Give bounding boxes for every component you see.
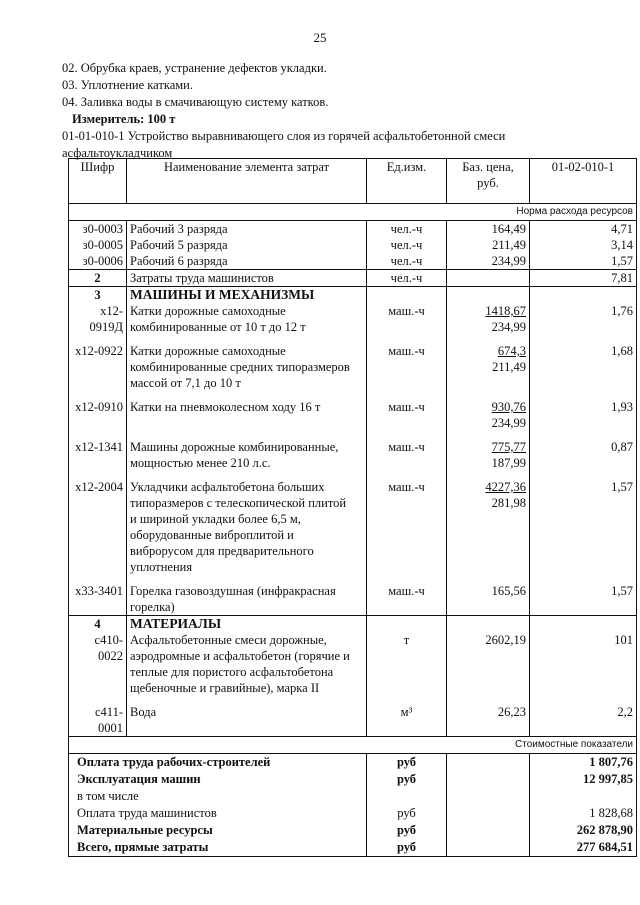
resource-norm: 1,57 bbox=[530, 479, 637, 575]
summary-label: Эксплуатация машин bbox=[69, 771, 367, 788]
machine-price: 165,56 bbox=[491, 584, 526, 598]
resource-code: с411-0001 bbox=[69, 704, 127, 737]
name-line: комбинированные от 10 т до 12 т bbox=[130, 320, 306, 334]
resource-code: з0-0003 bbox=[69, 221, 127, 238]
resource-unit: маш.-ч bbox=[367, 439, 447, 471]
row-spacer bbox=[69, 335, 637, 343]
row-spacer bbox=[69, 696, 637, 704]
empty-cell bbox=[447, 287, 530, 304]
summary-label: Оплата труда рабочих-строителей bbox=[69, 754, 367, 772]
resource-name bbox=[127, 632, 367, 696]
operators-unit: чел.-ч bbox=[367, 270, 447, 287]
resource-code: х12-0922 bbox=[69, 343, 127, 391]
resource-norm: 2,2 bbox=[530, 704, 637, 737]
summary-empty bbox=[447, 754, 530, 772]
resource-name bbox=[127, 399, 367, 431]
summary-row bbox=[69, 771, 637, 788]
name-line: Горелка газовоздушная (инфракрасная bbox=[130, 584, 336, 598]
machine-row bbox=[69, 343, 637, 391]
resource-unit: маш.-ч bbox=[367, 303, 447, 335]
norm-title: 01-01-010-1 Устройство выравнивающего слоя из горячей асфальтобетонной смеси bbox=[62, 129, 506, 143]
resource-price: 164,49 bbox=[447, 221, 530, 238]
spacer-cell bbox=[367, 696, 447, 704]
intro-step: 03. Уплотнение катками. bbox=[62, 78, 193, 92]
spacer-cell bbox=[69, 696, 127, 704]
operator-wage: 281,98 bbox=[491, 496, 526, 510]
resource-code: з0-0006 bbox=[69, 253, 127, 270]
spacer-cell bbox=[447, 471, 530, 479]
spacer-cell bbox=[530, 696, 637, 704]
name-line: оборудованные виброплитой и bbox=[130, 528, 294, 542]
name-line: Укладчики асфальтобетона больших bbox=[130, 480, 325, 494]
resource-code: х12-1341 bbox=[69, 439, 127, 471]
name-line: Асфальтобетонные смеси дорожные, bbox=[130, 633, 327, 647]
summary-value: 1 828,68 bbox=[530, 805, 637, 822]
spacer-cell bbox=[127, 335, 367, 343]
spacer-cell bbox=[530, 431, 637, 439]
name-line: массой от 7,1 до 10 т bbox=[130, 376, 241, 390]
spacer-cell bbox=[530, 391, 637, 399]
resource-price: 211,49 bbox=[447, 237, 530, 253]
resource-norm: 1,57 bbox=[530, 253, 637, 270]
operator-wage: 234,99 bbox=[491, 320, 526, 334]
summary-empty bbox=[447, 839, 530, 857]
norm-table bbox=[68, 158, 637, 857]
materials-section-row bbox=[69, 616, 637, 633]
spacer-cell bbox=[127, 431, 367, 439]
spacer-cell bbox=[367, 431, 447, 439]
resource-norm: 1,76 bbox=[530, 303, 637, 335]
machine-price: 1418,67 bbox=[485, 304, 526, 318]
resource-unit: маш.-ч bbox=[367, 479, 447, 575]
resource-price bbox=[447, 399, 530, 431]
resource-code: х12-0919Д bbox=[69, 303, 127, 335]
name-line: мощностью менее 210 л.с. bbox=[130, 456, 271, 470]
resource-code: х12-0910 bbox=[69, 399, 127, 431]
header-price: Баз. цена, руб. bbox=[447, 159, 530, 204]
summary-unit: руб bbox=[367, 754, 447, 772]
summary-row bbox=[69, 754, 637, 772]
resource-norm: 1,93 bbox=[530, 399, 637, 431]
row-spacer bbox=[69, 391, 637, 399]
spacer-cell bbox=[530, 335, 637, 343]
empty-cell bbox=[367, 287, 447, 304]
section-title: МАШИНЫ И МЕХАНИЗМЫ bbox=[127, 287, 367, 304]
resource-name bbox=[127, 479, 367, 575]
summary-empty bbox=[447, 771, 530, 788]
machine-row bbox=[69, 399, 637, 431]
machine-price: 4227,36 bbox=[485, 480, 526, 494]
table-body bbox=[69, 221, 637, 857]
summary-value: 277 684,51 bbox=[530, 839, 637, 857]
table-row bbox=[69, 221, 637, 238]
summary-unit: руб bbox=[367, 771, 447, 788]
spacer-cell bbox=[447, 696, 530, 704]
spacer-cell bbox=[367, 391, 447, 399]
machine-price: 930,76 bbox=[491, 400, 526, 414]
table-row bbox=[69, 237, 637, 253]
norm-caption-row bbox=[69, 204, 637, 221]
summary-value: 1 807,76 bbox=[530, 754, 637, 772]
resource-code: с410-0022 bbox=[69, 632, 127, 696]
operators-norm: 7,81 bbox=[530, 270, 637, 287]
resource-name: Рабочий 3 разряда bbox=[127, 221, 367, 238]
resource-name bbox=[127, 583, 367, 616]
summary-empty bbox=[447, 788, 530, 805]
name-line: горелка) bbox=[130, 600, 175, 614]
name-line: типоразмеров с телескопической плитой bbox=[130, 496, 347, 510]
operator-wage: 234,99 bbox=[491, 416, 526, 430]
spacer-cell bbox=[367, 575, 447, 583]
name-line: Машины дорожные комбинированные, bbox=[130, 440, 339, 454]
header-unit: Ед.изм. bbox=[367, 159, 447, 204]
resource-unit: маш.-ч bbox=[367, 343, 447, 391]
summary-row bbox=[69, 805, 637, 822]
section-title: МАТЕРИАЛЫ bbox=[127, 616, 367, 633]
resource-name: Рабочий 5 разряда bbox=[127, 237, 367, 253]
resource-name bbox=[127, 343, 367, 391]
resource-price bbox=[447, 343, 530, 391]
meter-line: Измеритель: 100 т bbox=[72, 112, 176, 126]
resource-price: 26,23 bbox=[447, 704, 530, 737]
spacer-cell bbox=[69, 335, 127, 343]
intro-step: 04. Заливка воды в смачивающую систему катков. bbox=[62, 95, 329, 109]
resource-norm: 101 bbox=[530, 632, 637, 696]
resource-norm: 3,14 bbox=[530, 237, 637, 253]
machine-row bbox=[69, 479, 637, 575]
resource-price bbox=[447, 439, 530, 471]
operators-price bbox=[447, 270, 530, 287]
resource-price bbox=[447, 303, 530, 335]
resource-name bbox=[127, 439, 367, 471]
resource-norm: 4,71 bbox=[530, 221, 637, 238]
page-number: 25 bbox=[313, 30, 327, 45]
resource-code: з0-0005 bbox=[69, 237, 127, 253]
summary-row bbox=[69, 788, 637, 805]
resource-unit: маш.-ч bbox=[367, 399, 447, 431]
name-line: и шириной укладки более 6,5 м, bbox=[130, 512, 301, 526]
resource-code: х33-3401 bbox=[69, 583, 127, 616]
summary-label: Оплата труда машинистов bbox=[69, 805, 367, 822]
operators-name: Затраты труда машинистов bbox=[127, 270, 367, 287]
machine-row bbox=[69, 303, 637, 335]
summary-value: 12 997,85 bbox=[530, 771, 637, 788]
header-name: Наименование элемента затрат bbox=[127, 159, 367, 204]
norm-title-continued: асфальтоукладчиком bbox=[62, 146, 173, 160]
resource-norm: 1,68 bbox=[530, 343, 637, 391]
spacer-cell bbox=[127, 471, 367, 479]
spacer-cell bbox=[69, 391, 127, 399]
empty-cell bbox=[447, 616, 530, 633]
resource-unit: чел.-ч bbox=[367, 253, 447, 270]
resource-norm: 0,87 bbox=[530, 439, 637, 471]
machine-row bbox=[69, 583, 637, 616]
machine-price: 674,3 bbox=[497, 344, 526, 358]
name-line: аэродромные и асфальтобетон (горячие и bbox=[130, 649, 350, 663]
resource-unit: чел.-ч bbox=[367, 237, 447, 253]
spacer-cell bbox=[367, 335, 447, 343]
resource-unit: маш.-ч bbox=[367, 583, 447, 616]
resource-code: х12-2004 bbox=[69, 479, 127, 575]
empty-cell bbox=[367, 616, 447, 633]
operators-row bbox=[69, 270, 637, 287]
resource-unit: чел.-ч bbox=[367, 221, 447, 238]
resource-name bbox=[127, 303, 367, 335]
row-spacer bbox=[69, 431, 637, 439]
resource-unit: м³ bbox=[367, 704, 447, 737]
summary-value: 262 878,90 bbox=[530, 822, 637, 839]
spacer-cell bbox=[69, 575, 127, 583]
spacer-cell bbox=[127, 696, 367, 704]
summary-label: в том числе bbox=[69, 788, 367, 805]
spacer-cell bbox=[530, 471, 637, 479]
name-line: виброрусом для предварительного bbox=[130, 544, 314, 558]
material-row bbox=[69, 704, 637, 737]
spacer-cell bbox=[367, 471, 447, 479]
resource-unit: т bbox=[367, 632, 447, 696]
resource-norm: 1,57 bbox=[530, 583, 637, 616]
name-line: Катки дорожные самоходные bbox=[130, 344, 286, 358]
summary-empty bbox=[447, 805, 530, 822]
spacer-cell bbox=[447, 335, 530, 343]
summary-unit bbox=[367, 788, 447, 805]
spacer-cell bbox=[127, 575, 367, 583]
cost-caption-row bbox=[69, 737, 637, 754]
resource-price bbox=[447, 583, 530, 616]
machines-section-row bbox=[69, 287, 637, 304]
summary-empty bbox=[447, 822, 530, 839]
summary-value bbox=[530, 788, 637, 805]
intro-block bbox=[62, 60, 622, 162]
resource-price: 2602,19 bbox=[447, 632, 530, 696]
spacer-cell bbox=[69, 431, 127, 439]
name-line: комбинированные средних типоразмеров bbox=[130, 360, 350, 374]
spacer-cell bbox=[447, 431, 530, 439]
name-line: Катки дорожные самоходные bbox=[130, 304, 286, 318]
section-number: 3 bbox=[69, 287, 127, 304]
empty-cell bbox=[530, 287, 637, 304]
spacer-cell bbox=[530, 575, 637, 583]
material-row bbox=[69, 632, 637, 696]
resource-name: Рабочий 6 разряда bbox=[127, 253, 367, 270]
summary-unit: руб bbox=[367, 805, 447, 822]
name-line: уплотнения bbox=[130, 560, 193, 574]
name-line: теплые для пористого асфальтобетона bbox=[130, 665, 334, 679]
summary-label: Материальные ресурсы bbox=[69, 822, 367, 839]
operator-wage: 187,99 bbox=[491, 456, 526, 470]
summary-row bbox=[69, 839, 637, 857]
spacer-cell bbox=[447, 575, 530, 583]
intro-step: 02. Обрубка краев, устранение дефектов укладки. bbox=[62, 61, 327, 75]
table-row bbox=[69, 253, 637, 270]
table-header-row bbox=[69, 159, 637, 204]
cost-caption: Стоимостные показатели bbox=[69, 737, 637, 754]
section-number: 2 bbox=[69, 270, 127, 287]
resource-price: 234,99 bbox=[447, 253, 530, 270]
machine-price: 775,77 bbox=[491, 440, 526, 454]
header-norm-code: 01-02-010-1 bbox=[530, 159, 637, 204]
spacer-cell bbox=[69, 471, 127, 479]
row-spacer bbox=[69, 471, 637, 479]
name-line: Катки на пневмоколесном ходу 16 т bbox=[130, 400, 321, 414]
resource-price bbox=[447, 479, 530, 575]
summary-row bbox=[69, 822, 637, 839]
name-line: щебеночные и гравийные), марка II bbox=[130, 681, 320, 695]
header-code: Шифр bbox=[69, 159, 127, 204]
machine-row bbox=[69, 439, 637, 471]
summary-label: Всего, прямые затраты bbox=[69, 839, 367, 857]
resource-name bbox=[127, 704, 367, 737]
summary-unit: руб bbox=[367, 839, 447, 857]
summary-unit: руб bbox=[367, 822, 447, 839]
empty-cell bbox=[530, 616, 637, 633]
row-spacer bbox=[69, 575, 637, 583]
operator-wage: 211,49 bbox=[492, 360, 526, 374]
norm-caption: Норма расхода ресурсов bbox=[69, 204, 637, 221]
spacer-cell bbox=[127, 391, 367, 399]
name-line: Вода bbox=[130, 705, 157, 719]
spacer-cell bbox=[447, 391, 530, 399]
section-number: 4 bbox=[69, 616, 127, 633]
